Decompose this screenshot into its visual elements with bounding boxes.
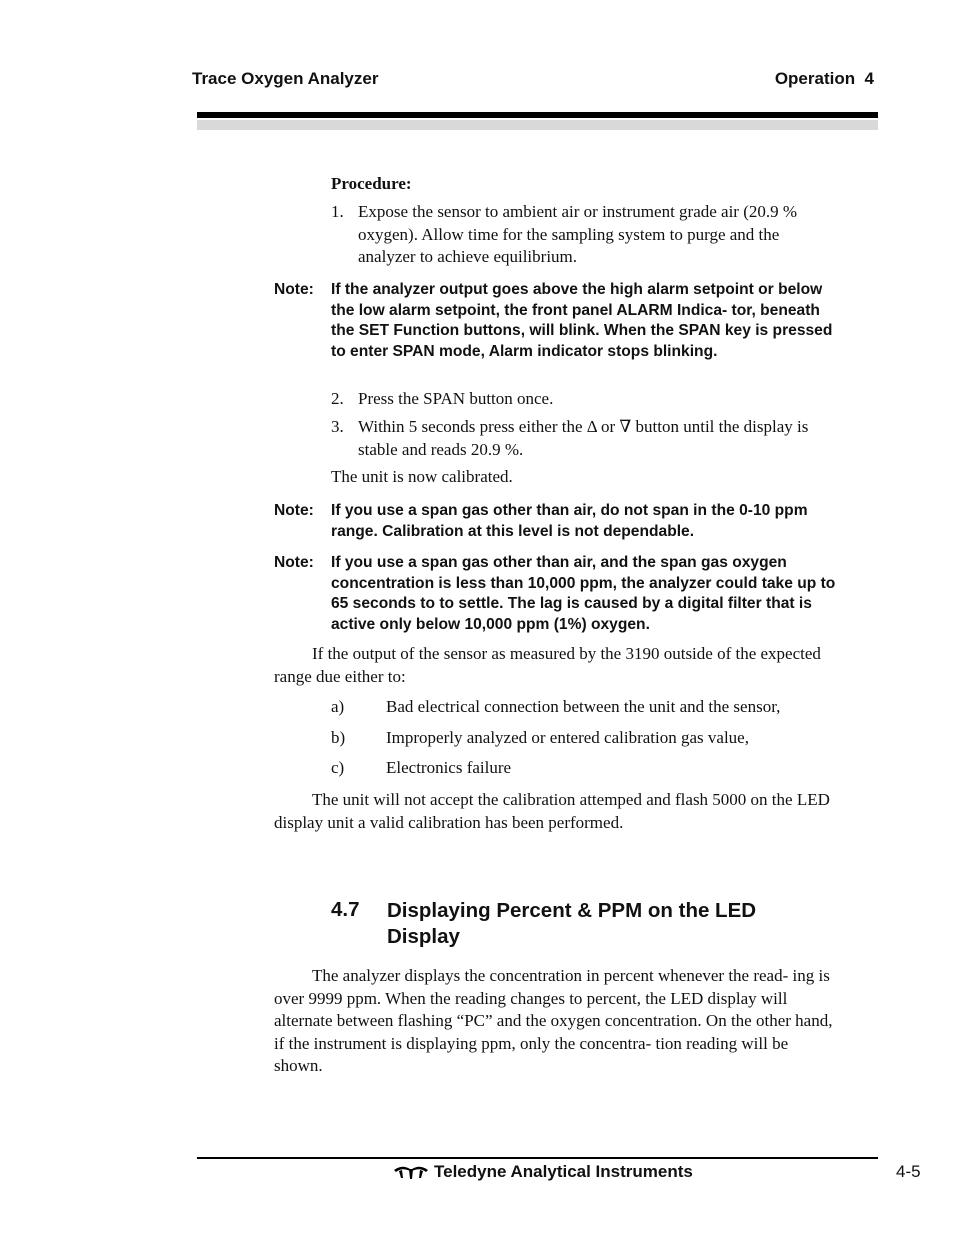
note-alarm <box>274 280 844 362</box>
note-label: Note: <box>274 554 314 571</box>
running-header-chapter: Operation 4 <box>774 69 874 88</box>
calibrated-statement: The unit is now calibrated. <box>331 467 513 486</box>
footer-rule <box>197 1157 878 1159</box>
note-text: If you use a span gas other than air, and the span gas oxygen concentration is less than 10,000 ppm, the analyzer could take up to 65 seconds to to settle. The lag is caused by a digital filter that is active only below 10,000 ppm (1%) oxygen. <box>331 554 836 633</box>
accept-paragraph-text: The unit will not accept the calibration attemped and flash 5000 on the LED display unit a valid calibration has been performed. <box>274 790 830 832</box>
note-span-gas-range <box>274 501 844 542</box>
reason-text: Electronics failure <box>386 758 512 777</box>
reason-text: Improperly analyzed or entered calibration gas value, <box>386 728 749 747</box>
header-rule-shadow <box>197 120 878 130</box>
procedure-step-1 <box>331 201 841 269</box>
step-text: Expose the sensor to ambient air or instrument grade air (20.9 % oxygen). Allow time for the sampling system to purge and the analyzer to achieve equilibrium. <box>358 202 798 266</box>
footer-company-name: Teledyne Analytical Instruments <box>434 1162 693 1181</box>
section-number: 4.7 <box>331 898 360 921</box>
step-number: 1. <box>331 202 344 221</box>
step-text: Within 5 seconds press either the Δ or ∇ button until the display is stable and reads 20.9 %. <box>358 417 809 459</box>
step-number: 2. <box>331 389 344 408</box>
procedure-heading: Procedure: <box>331 174 412 193</box>
output-paragraph <box>274 643 840 688</box>
reason-marker: b) <box>331 728 346 747</box>
section-body-paragraph <box>274 965 840 1078</box>
reason-marker: a) <box>331 697 345 716</box>
procedure-step-3 <box>331 416 841 461</box>
procedure-step-2 <box>331 388 841 411</box>
section-body-text: The analyzer displays the concentration in percent whenever the read- ing is over 9999 ppm. When the reading changes to percent, the LED display will alternate between flashing “PC” and the oxygen concentration. On the other hand, if the instrument is displaying ppm, only the concentra- tion reading will be shown. <box>274 966 833 1075</box>
note-label: Note: <box>274 502 314 519</box>
note-text: If you use a span gas other than air, do not span in the 0-10 ppm range. Calibration at this level is not dependable. <box>331 502 808 540</box>
footer-company <box>393 1162 693 1182</box>
reason-text: Bad electrical connection between the unit and the sensor, <box>386 697 781 716</box>
step-number: 3. <box>331 417 344 436</box>
page-number: 4-5 <box>896 1162 921 1181</box>
header-rule <box>197 112 878 118</box>
reason-marker: c) <box>331 758 345 777</box>
section-title: Displaying Percent & PPM on the LED Display <box>387 899 757 948</box>
teledyne-logo-icon <box>393 1164 429 1180</box>
note-settle-lag <box>274 553 844 635</box>
output-paragraph-text: If the output of the sensor as measured by the 3190 outside of the expected range due either to: <box>274 644 821 686</box>
note-label: Note: <box>274 281 314 298</box>
running-header-title: Trace Oxygen Analyzer <box>192 69 379 88</box>
step-text: Press the SPAN button once. <box>358 389 554 408</box>
accept-paragraph <box>274 789 840 834</box>
note-text: If the analyzer output goes above the high alarm setpoint or below the low alarm setpoint, the front panel ALARM Indica- tor, beneath the SET Function buttons, will blink. When the SPAN key is pressed to enter SPAN mode, Alarm indicator stops blinking. <box>331 281 833 360</box>
